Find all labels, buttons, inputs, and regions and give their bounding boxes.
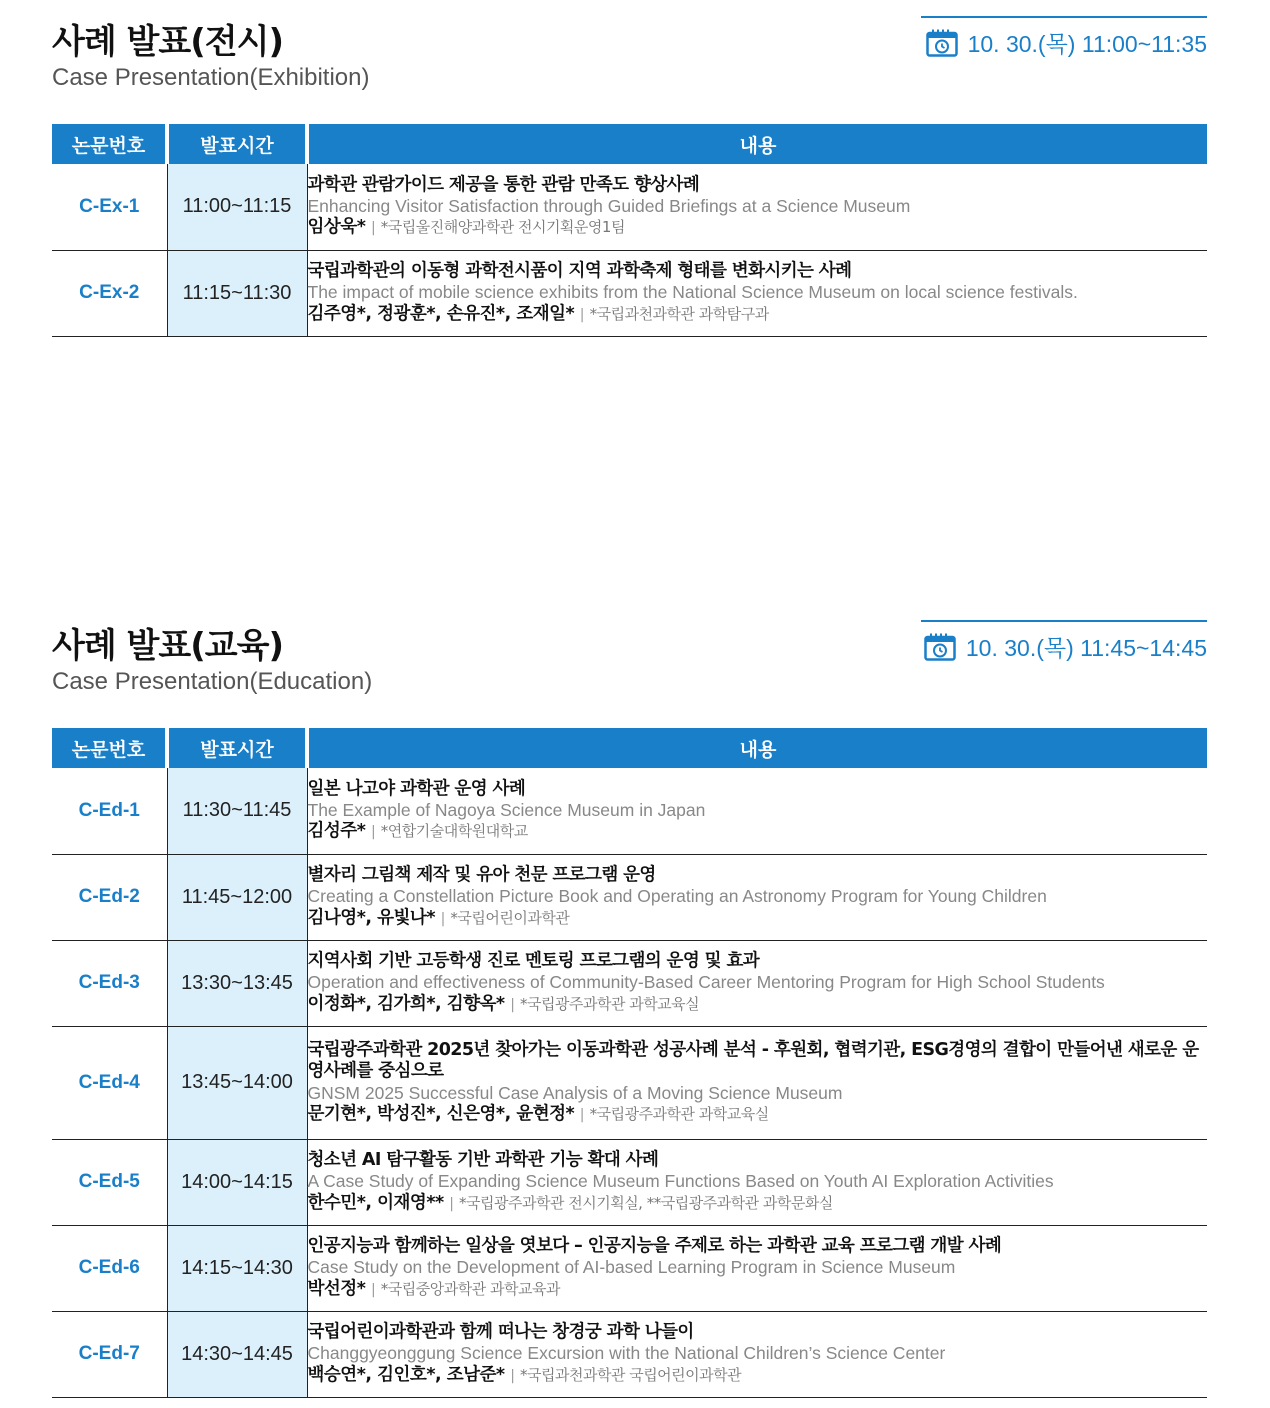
authors-line: 박선정* | *국립중앙과학관 과학교육과 bbox=[307, 1278, 560, 1299]
date-text: 10. 30.(목) 11:45~14:45 bbox=[965, 635, 1207, 661]
authors: 임상욱* bbox=[307, 217, 366, 238]
authors: 한수민*, 이재영** bbox=[307, 1192, 444, 1213]
authors-line: 김성주* | *연합기술대학원대학교 bbox=[307, 821, 528, 842]
title-english: A Case Study of Expanding Science Museum Functions Based on Youth AI Exploration Activities bbox=[307, 1171, 1054, 1192]
section-title: 사례 발표(교육) bbox=[52, 626, 283, 666]
header-time: 발표시간 bbox=[167, 728, 307, 768]
affiliation: *국립어린이과학관 bbox=[450, 908, 570, 927]
title-korean: 별자리 그림책 제작 및 유아 천문 프로그램 운영 bbox=[307, 864, 656, 885]
table-row bbox=[52, 854, 1207, 940]
table-header-row bbox=[52, 124, 1207, 164]
calendar-clock-icon bbox=[924, 633, 956, 661]
table-row bbox=[52, 1026, 1207, 1139]
date-text: 10. 30.(목) 11:00~11:35 bbox=[967, 31, 1207, 57]
authors: 김성주* bbox=[307, 821, 366, 842]
schedule-table bbox=[52, 124, 1207, 337]
authors: 김주영*, 정광훈*, 손유진*, 조재일* bbox=[307, 303, 575, 324]
table-row bbox=[52, 940, 1207, 1026]
table-row bbox=[52, 164, 1207, 250]
title-english: Case Study on the Development of AI-based Learning Program in Science Museum bbox=[307, 1257, 956, 1278]
paper-code: C-Ed-3 bbox=[52, 940, 167, 1026]
paper-code: C-Ex-1 bbox=[52, 164, 167, 250]
title-english: Creating a Constellation Picture Book and Operating an Astronomy Program for Young Children bbox=[307, 886, 1047, 907]
title-english: Enhancing Visitor Satisfaction through Guided Briefings at a Science Museum bbox=[307, 196, 911, 217]
affiliation: *국립과천과학관 과학탐구과 bbox=[589, 304, 769, 323]
affiliation: *국립울진해양과학관 전시기획운영1팀 bbox=[380, 218, 625, 237]
authors: 이정화*, 김가희*, 김향옥* bbox=[307, 993, 505, 1014]
title-korean: 인공지능과 함께하는 일상을 엿보다 – 인공지능을 주제로 하는 과학관 교육 프로그램 개발 사례 bbox=[307, 1235, 1002, 1256]
authors: 백승연*, 김인호*, 조남준* bbox=[307, 1364, 505, 1385]
paper-code: C-Ed-2 bbox=[52, 854, 167, 940]
section-subtitle: Case Presentation(Exhibition) bbox=[52, 64, 370, 91]
presentation-time: 13:30~13:45 bbox=[167, 940, 307, 1026]
affiliation: *국립광주과학관 과학교육실 bbox=[589, 1104, 769, 1123]
paper-code: C-Ed-4 bbox=[52, 1026, 167, 1139]
presentation-time: 14:30~14:45 bbox=[167, 1311, 307, 1397]
paper-content bbox=[307, 164, 1207, 250]
header-content: 내용 bbox=[307, 124, 1207, 164]
presentation-time: 11:30~11:45 bbox=[167, 768, 307, 854]
affiliation: *국립중앙과학관 과학교육과 bbox=[380, 1279, 560, 1298]
table-row bbox=[52, 1139, 1207, 1225]
section-subtitle: Case Presentation(Education) bbox=[52, 668, 373, 695]
title-english: Operation and effectiveness of Community-Based Career Mentoring Program for High School Students bbox=[307, 972, 1105, 993]
affiliation: *국립광주과학관 전시기획실, **국립광주과학관 과학문화실 bbox=[459, 1193, 833, 1212]
paper-content bbox=[307, 1311, 1207, 1397]
paper-code: C-Ex-2 bbox=[52, 250, 167, 336]
presentation-time: 14:15~14:30 bbox=[167, 1225, 307, 1311]
date-badge bbox=[921, 16, 1207, 59]
section-exhibition bbox=[52, 14, 1207, 344]
table-row bbox=[52, 1225, 1207, 1311]
paper-content bbox=[307, 250, 1207, 336]
authors-line: 문기현*, 박성진*, 신은영*, 윤현정* | *국립광주과학관 과학교육실 bbox=[307, 1103, 769, 1124]
presentation-time: 11:00~11:15 bbox=[167, 164, 307, 250]
title-korean: 국립과학관의 이동형 과학전시품이 지역 과학축제 형태를 변화시키는 사례 bbox=[307, 260, 852, 281]
title-korean: 국립광주과학관 2025년 찾아가는 이동과학관 성공사례 분석 - 후원회, 협력기관, ESG경영의 결합이 만들어낸 새로운 운영사례를 중심으로 bbox=[307, 1039, 1199, 1082]
title-english: The impact of mobile science exhibits from the National Science Museum on local science festivals. bbox=[307, 282, 1078, 303]
authors-line: 김주영*, 정광훈*, 손유진*, 조재일* | *국립과천과학관 과학탐구과 bbox=[307, 303, 769, 324]
table-header-row bbox=[52, 728, 1207, 768]
table-row bbox=[52, 250, 1207, 336]
paper-content bbox=[307, 768, 1207, 854]
title-korean: 지역사회 기반 고등학생 진로 멘토링 프로그램의 운영 및 효과 bbox=[307, 950, 760, 971]
affiliation: *국립광주과학관 과학교육실 bbox=[520, 994, 700, 1013]
authors: 박선정* bbox=[307, 1278, 366, 1299]
header-time: 발표시간 bbox=[167, 124, 307, 164]
paper-content bbox=[307, 1139, 1207, 1225]
paper-content bbox=[307, 1225, 1207, 1311]
table-row bbox=[52, 768, 1207, 854]
title-english: Changgyeonggung Science Excursion with the National Children’s Science Center bbox=[307, 1343, 946, 1364]
presentation-time: 13:45~14:00 bbox=[167, 1026, 307, 1139]
paper-code: C-Ed-7 bbox=[52, 1311, 167, 1397]
title-korean: 국립어린이과학관과 함께 떠나는 창경궁 과학 나들이 bbox=[307, 1321, 694, 1342]
authors-line: 김나영*, 유빛나* | *국립어린이과학관 bbox=[307, 907, 570, 928]
paper-code: C-Ed-5 bbox=[52, 1139, 167, 1225]
header-paper-number: 논문번호 bbox=[52, 124, 167, 164]
authors-line: 임상욱* | *국립울진해양과학관 전시기획운영1팀 bbox=[307, 217, 625, 238]
authors-line: 한수민*, 이재영** | *국립광주과학관 전시기획실, **국립광주과학관 과학문화실 bbox=[307, 1192, 833, 1213]
affiliation: *연합기술대학원대학교 bbox=[380, 822, 528, 841]
header-paper-number: 논문번호 bbox=[52, 728, 167, 768]
title-korean: 과학관 관람가이드 제공을 통한 관람 만족도 향상사례 bbox=[307, 174, 700, 195]
presentation-time: 14:00~14:15 bbox=[167, 1139, 307, 1225]
schedule-table bbox=[52, 728, 1207, 1398]
authors-line: 이정화*, 김가희*, 김향옥* | *국립광주과학관 과학교육실 bbox=[307, 993, 700, 1014]
authors: 문기현*, 박성진*, 신은영*, 윤현정* bbox=[307, 1103, 575, 1124]
title-english: The Example of Nagoya Science Museum in Japan bbox=[307, 800, 706, 821]
table-row bbox=[52, 1311, 1207, 1397]
section-title: 사례 발표(전시) bbox=[52, 22, 283, 62]
paper-code: C-Ed-6 bbox=[52, 1225, 167, 1311]
date-badge bbox=[921, 620, 1207, 663]
calendar-clock-icon bbox=[926, 29, 958, 57]
section-education bbox=[52, 618, 1207, 1403]
title-korean: 일본 나고야 과학관 운영 사례 bbox=[307, 778, 526, 799]
presentation-time: 11:45~12:00 bbox=[167, 854, 307, 940]
presentation-time: 11:15~11:30 bbox=[167, 250, 307, 336]
authors-line: 백승연*, 김인호*, 조남준* | *국립과천과학관 국립어린이과학관 bbox=[307, 1364, 742, 1385]
header-content: 내용 bbox=[307, 728, 1207, 768]
authors: 김나영*, 유빛나* bbox=[307, 907, 435, 928]
paper-code: C-Ed-1 bbox=[52, 768, 167, 854]
paper-content bbox=[307, 940, 1207, 1026]
paper-content bbox=[307, 1026, 1207, 1139]
paper-content bbox=[307, 854, 1207, 940]
affiliation: *국립과천과학관 국립어린이과학관 bbox=[520, 1365, 742, 1384]
title-korean: 청소년 AI 탐구활동 기반 과학관 기능 확대 사례 bbox=[307, 1149, 659, 1170]
title-english: GNSM 2025 Successful Case Analysis of a Moving Science Museum bbox=[307, 1082, 843, 1103]
